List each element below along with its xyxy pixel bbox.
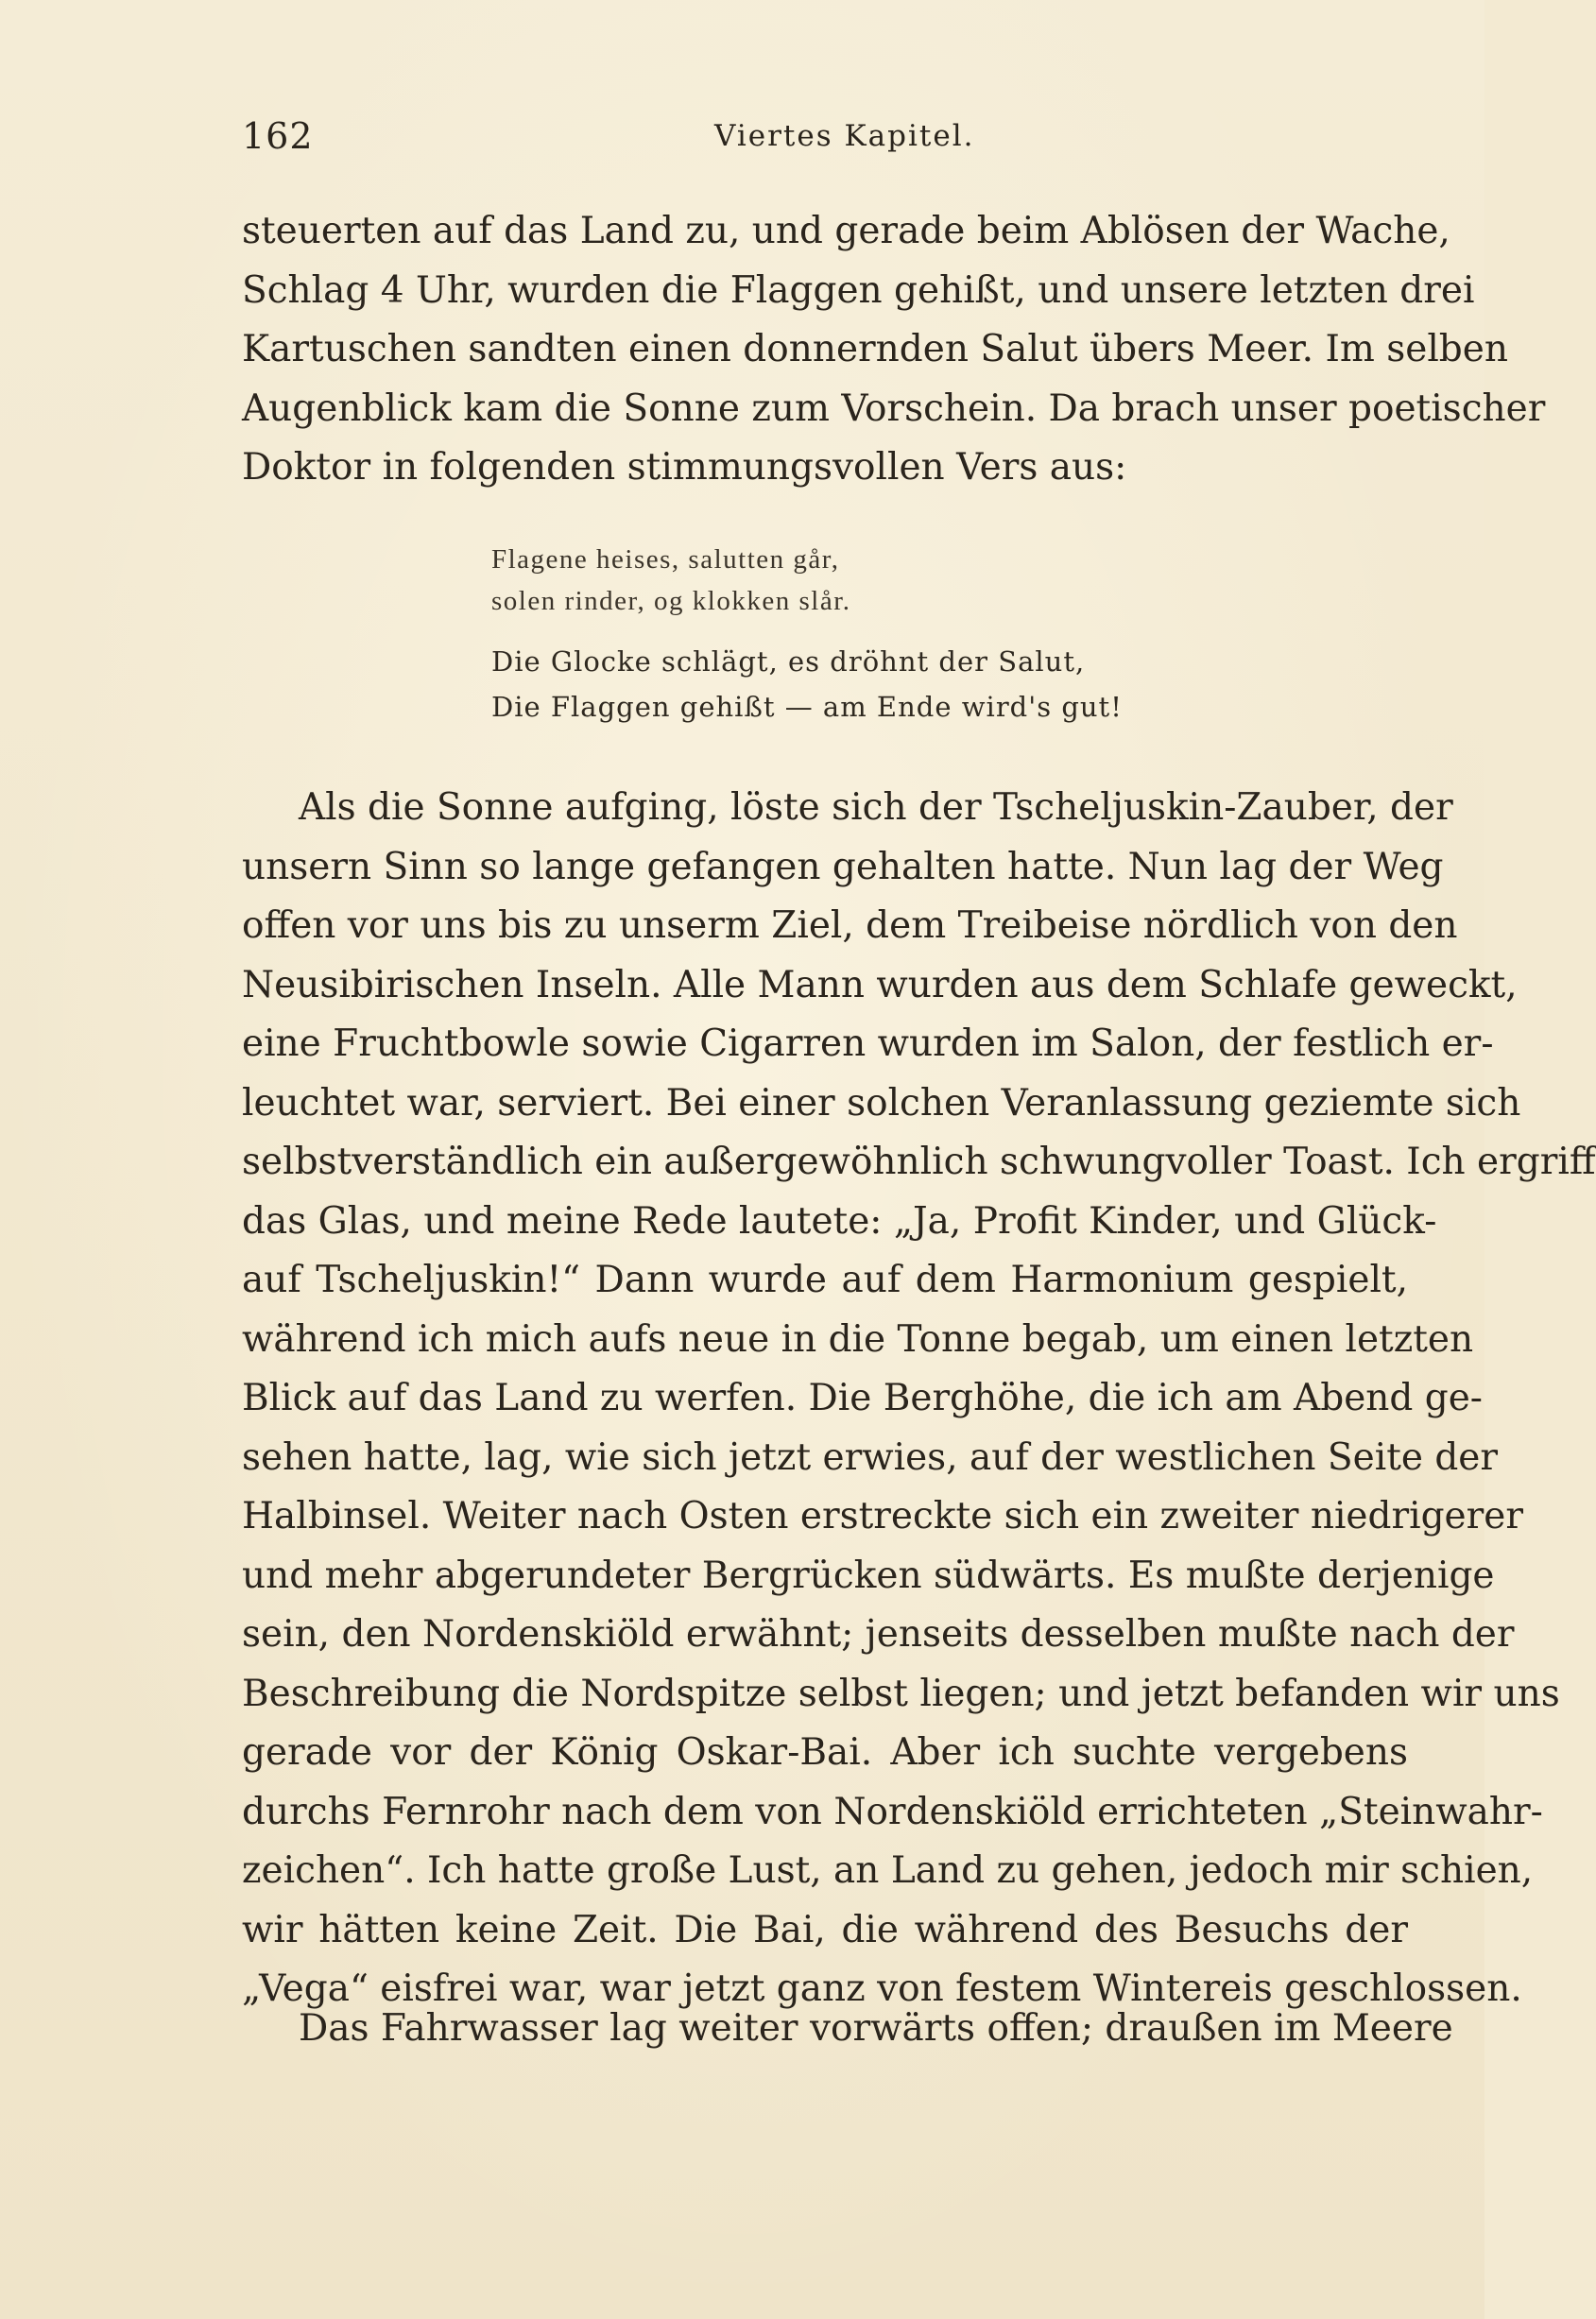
text-line: leuchtet war, serviert. Bei einer solchen Veranlassung geziemte sich [242,1081,1521,1125]
text-line: gerade vor der König Oskar-Bai. Aber ich suchte vergebens [242,1731,1408,1774]
text-line: das Glas, und meine Rede lautete: „Ja, Profit Kinder, und Glück- [242,1199,1437,1243]
text-line: Als die Sonne aufging, löste sich der Tscheljuskin-Zauber, der [299,786,1453,829]
text-line: Halbinsel. Weiter nach Osten erstreckte sich ein zweiter niedrigerer [242,1495,1523,1537]
text-line: und mehr abgerundeter Bergrücken südwärts. Es mußte derjenige [242,1554,1495,1597]
paragraph-1 [242,202,1546,498]
text-line: Doktor in folgenden stimmungsvollen Vers aus: [242,446,1127,489]
text-line: sein, den Nordenskiöld erwähnt; jenseits desselben mußte nach der [242,1613,1515,1656]
poem-line: Flagene heises, salutten går, [491,544,840,575]
text-line: auf Tscheljuskin!“ Dann wurde auf dem Harmonium gespielt, [242,1259,1408,1301]
paragraph-3 [242,2000,1453,2059]
text-line: Schlag 4 Uhr, wurden die Flaggen gehißt, und unsere letzten drei [242,268,1475,312]
paragraph-2 [242,779,1596,2019]
text-line: Beschreibung die Nordspitze selbst liegen; und jetzt befanden wir uns [242,1672,1560,1715]
text-line: während ich mich aufs neue in die Tonne begab, um einen letzten [242,1317,1474,1361]
poem-line: Die Glocke schlägt, es dröhnt der Salut, [491,645,1086,678]
text-line: Das Fahrwasser lag weiter vorwärts offen; draußen im Meere [299,2007,1453,2050]
text-line: steuerten auf das Land zu, und gerade beim Ablösen der Wache, [242,210,1450,252]
text-line: sehen hatte, lag, wie sich jetzt erwies, auf der westlichen Seite der [242,1435,1499,1479]
page-header [242,106,1408,163]
text-line: selbstverständlich ein außergewöhnlich schwungvoller Toast. Ich ergriff [242,1141,1596,1183]
poem-german [491,639,1153,730]
poem-line: Die Flaggen gehißt — am Ende wird's gut! [491,691,1123,723]
text-line: offen vor uns bis zu unserm Ziel, dem Treibeise nördlich von den [242,904,1458,947]
text-line: zeichen“. Ich hatte große Lust, an Land zu gehen, jedoch mir schien, [242,1849,1534,1892]
text-line: Kartuschen sandten einen donnernden Salut übers Meer. Im selben [242,328,1508,370]
text-line: unsern Sinn so lange gefangen gehalten hatte. Nun lag der Weg [242,845,1444,888]
text-line: Neusibirischen Inseln. Alle Mann wurden aus dem Schlafe geweckt, [242,963,1518,1006]
poem-line: solen rinder, og klokken slår. [491,586,851,616]
poem-norwegian [491,539,1153,622]
text-line: durchs Fernrohr nach dem von Nordenskiöld errichteten „Steinwahr- [242,1790,1543,1833]
text-line: eine Fruchtbowle sowie Cigarren wurden im Salon, der festlich er- [242,1022,1494,1065]
text-line: Augenblick kam die Sonne zum Vorschein. Da brach unser poetischer [242,386,1546,430]
text-line: wir hätten keine Zeit. Die Bai, die während des Besuchs der [242,1908,1408,1951]
text-line: „Vega“ eisfrei war, war jetzt ganz von festem Wintereis geschlossen. [242,1967,1522,2010]
running-head: Viertes Kapitel. [714,119,975,153]
page-number: 162 [242,115,314,157]
text-line: Blick auf das Land zu werfen. Die Berghöhe, die ich am Abend ge- [242,1377,1483,1419]
